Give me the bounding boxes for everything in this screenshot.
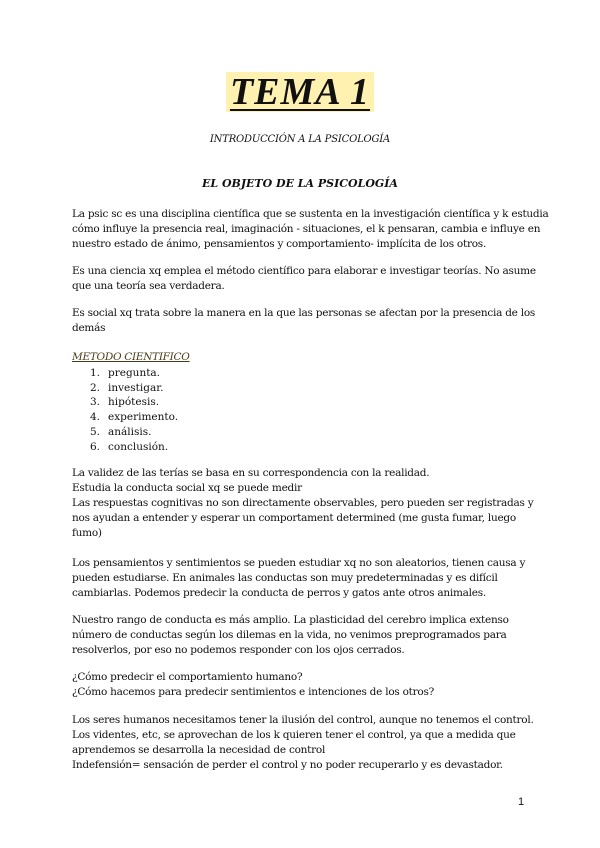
list-item — [90, 366, 178, 381]
text-line: número de conductas según los dilemas en la vida, no venimos preprogramados para — [72, 629, 507, 641]
list-item — [90, 425, 178, 440]
list-item — [90, 395, 178, 410]
method-title: METODO CIENTIFICO — [72, 351, 190, 363]
text-line: resolverlos, por eso no podemos responder con los ojos cerrados. — [72, 644, 405, 656]
list-text: hipótesis. — [108, 396, 160, 409]
text-line: Indefensión= sensación de perder el control y no poder recuperarlo y es devastador. — [72, 759, 503, 771]
text-line: cómo influye la presencia real, imaginación - situaciones, el k pensaran, cambia e influye en — [72, 223, 541, 235]
list-text: conclusión. — [108, 440, 169, 453]
list-item — [90, 440, 178, 455]
title-container — [0, 72, 600, 112]
paragraph-5 — [72, 556, 534, 601]
list-text: análisis. — [108, 425, 152, 438]
text-line: ¿Cómo predecir el comportamiento humano? — [72, 671, 303, 683]
text-line: Los seres humanos necesitamos tener la ilusión del control, aunque no tenemos el control. — [72, 714, 534, 726]
text-line: Las respuestas cognitivas no son directamente observables, pero pueden ser registradas y — [72, 497, 534, 509]
list-item — [90, 381, 178, 396]
text-line: Es una ciencia xq emplea el método científico para elaborar e investigar teorías. No asume — [72, 265, 536, 277]
list-item — [90, 410, 178, 425]
text-line: La validez de las terías se basa en su correspondencia con la realidad. — [72, 467, 430, 479]
list-text: experimento. — [108, 411, 179, 424]
paragraph-3 — [72, 306, 534, 336]
list-number: 3. — [90, 396, 101, 409]
paragraph-4 — [72, 466, 534, 541]
list-text: investigar. — [108, 381, 164, 394]
text-line: nos ayudan a entender y esperar un comportament determined (me gusta fumar, luego — [72, 512, 516, 524]
text-line: pueden estudiarse. En animales las conductas son muy predeterminadas y es difícil — [72, 572, 498, 584]
paragraph-6 — [72, 613, 534, 658]
list-number: 6. — [90, 440, 101, 453]
text-line: Estudia la conducta social xq se puede medir — [72, 482, 302, 494]
text-line: Es social xq trata sobre la manera en la que las personas se afectan por la presencia de los — [72, 307, 536, 319]
paragraph-2 — [72, 264, 534, 294]
list-number: 1. — [90, 367, 101, 379]
text-line: nuestro estado de ánimo, pensamientos y comportamiento- implícita de los otros. — [72, 238, 487, 250]
text-line: aprendemos se desarrolla la necesidad de control — [72, 744, 326, 756]
text-line: que una teoría sea verdadera. — [72, 280, 225, 292]
paragraph-8 — [72, 713, 534, 773]
text-line: Nuestro rango de conducta es más amplio. La plasticidad del cerebro implica extenso — [72, 614, 509, 626]
page-title: TEMA 1 — [226, 72, 374, 112]
text-line: Los pensamientos y sentimientos se pueden estudiar xq no son aleatorios, tienen causa y — [72, 557, 526, 569]
paragraph-7 — [72, 670, 534, 700]
text-line: cambiarlas. Podemos predecir la conducta de perros y gatos ante otros animales. — [72, 587, 486, 599]
text-line: ¿Cómo hacemos para predecir sentimientos e intenciones de los otros? — [72, 686, 435, 698]
section-heading: EL OBJETO DE LA PSICOLOGÍA — [202, 177, 398, 190]
list-text: pregunta. — [108, 367, 161, 379]
text-line: La psic sc es una disciplina científica que se sustenta en la investigación científica y k estudia — [72, 208, 549, 220]
paragraph-1 — [72, 207, 549, 252]
list-number: 4. — [90, 411, 101, 424]
text-line: Los videntes, etc, se aprovechan de los k quieren tener el control, ya que a medida que — [72, 729, 516, 741]
method-steps-list — [90, 366, 178, 454]
list-number: 2. — [90, 381, 101, 394]
subtitle: INTRODUCCIÓN A LA PSICOLOGÍA — [209, 134, 391, 145]
page-number: 1 — [518, 796, 525, 808]
text-line: fumo) — [72, 527, 102, 539]
list-number: 5. — [90, 425, 101, 438]
text-line: demás — [72, 322, 106, 334]
